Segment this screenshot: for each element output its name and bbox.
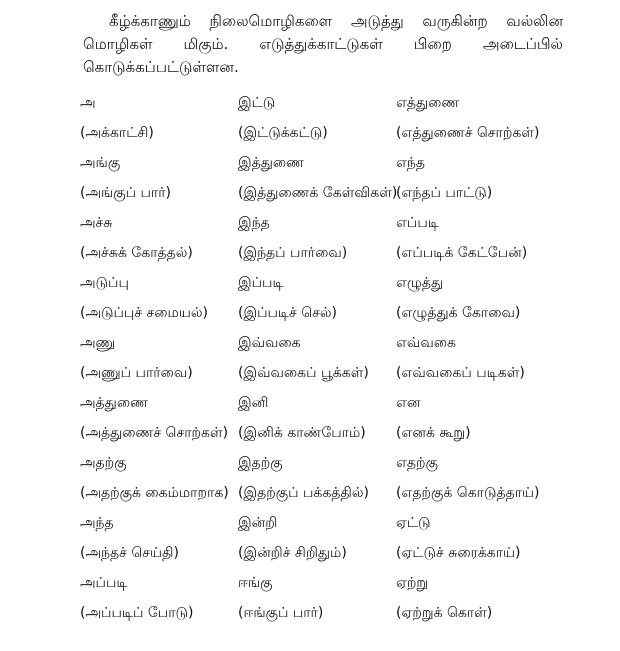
- example-phrase: (எத்துணைச் சொற்கள்): [396, 125, 540, 141]
- word-entry: [396, 148, 580, 208]
- root-word: ஏட்டு: [396, 515, 431, 531]
- word-group: [80, 208, 580, 268]
- example-phrase: (ஈங்குப் பார்): [238, 605, 324, 621]
- word-group: [80, 88, 580, 148]
- root-word: அச்சு: [80, 215, 113, 231]
- example-phrase: (எனக் கூறு): [396, 425, 471, 441]
- root-word: இன்றி: [238, 515, 278, 531]
- root-word: அப்படி: [80, 575, 128, 591]
- word-entry: [80, 328, 238, 388]
- example-phrase: (அந்தச் செய்தி): [80, 545, 179, 561]
- root-word: எழுத்து: [396, 275, 444, 291]
- word-entry: [396, 448, 580, 508]
- word-entry: [396, 328, 580, 388]
- word-entry: [238, 328, 396, 388]
- example-phrase: (இட்டுக்கட்டு): [238, 125, 328, 141]
- root-word: அந்த: [80, 515, 114, 531]
- root-word: எந்த: [396, 155, 426, 171]
- word-group: [80, 508, 580, 568]
- word-group: [80, 568, 580, 628]
- root-word: அணு: [80, 335, 116, 351]
- root-word: அடுப்பு: [80, 275, 129, 291]
- example-phrase: (இப்படிச் செல்): [238, 305, 337, 321]
- example-phrase: (அதற்குக் கைம்மாறாக): [80, 485, 229, 501]
- example-phrase: (அங்குப் பார்): [80, 185, 172, 201]
- word-entry: [396, 388, 580, 448]
- word-entry: [80, 148, 238, 208]
- word-entry: [80, 268, 238, 328]
- example-phrase: (எப்படிக் கேட்பேன்): [396, 245, 528, 261]
- word-entry: [80, 88, 238, 148]
- word-entry: [238, 148, 396, 208]
- example-phrase: (அடுப்புச் சமையல்): [80, 305, 208, 321]
- word-group: [80, 388, 580, 448]
- root-word: எவ்வகை: [396, 335, 456, 351]
- word-entry: [396, 508, 580, 568]
- example-phrase: (எதற்குக் கொடுத்தாய்): [396, 485, 540, 501]
- word-entry: [396, 268, 580, 328]
- example-phrase: (இத்துணைக் கேள்விகள்): [238, 185, 398, 201]
- word-group: [80, 148, 580, 208]
- root-word: அத்துணை: [80, 395, 148, 411]
- root-word: அ: [80, 95, 96, 111]
- example-phrase: (இவ்வகைப் பூக்கள்): [238, 365, 369, 381]
- example-phrase: (அக்காட்சி): [80, 125, 154, 141]
- root-word: என: [396, 395, 421, 411]
- example-phrase: (எந்தப் பாட்டு): [396, 185, 493, 201]
- example-phrase: (இதற்குப் பக்கத்தில்): [238, 485, 369, 501]
- word-entry: [238, 568, 396, 628]
- root-word: அதற்கு: [80, 455, 127, 471]
- word-entry: [238, 208, 396, 268]
- word-entry: [80, 448, 238, 508]
- word-entry: [396, 208, 580, 268]
- intro-paragraph: கீழ்க்காணும் நிலைமொழிகளை அடுத்து வருகின்ற வல்லின மொழிகள் மிகும். எடுத்துக்காட்டுகள் பிறை அடைப்பில் கொடுக்கப்பட்டுள்ளன.: [83, 12, 563, 76]
- example-phrase: (அச்சுக் கோத்தல்): [80, 245, 193, 261]
- example-phrase: (இனிக் காண்போம்): [238, 425, 366, 441]
- word-entry: [238, 268, 396, 328]
- word-group: [80, 328, 580, 388]
- word-entry: [238, 508, 396, 568]
- example-phrase: (அத்துணைச் சொற்கள்): [80, 425, 229, 441]
- word-entry: [238, 88, 396, 148]
- root-word: அங்கு: [80, 155, 121, 171]
- root-word: இவ்வகை: [238, 335, 301, 351]
- root-word: எத்துணை: [396, 95, 460, 111]
- root-word: இட்டு: [238, 95, 276, 111]
- word-entry: [396, 88, 580, 148]
- root-word: இதற்கு: [238, 455, 283, 471]
- word-group: [80, 268, 580, 328]
- example-phrase: (அப்படிப் போடு): [80, 605, 194, 621]
- root-word: இத்துணை: [238, 155, 304, 171]
- root-word: எப்படி: [396, 215, 439, 231]
- root-word: இப்படி: [238, 275, 284, 291]
- word-entry: [80, 568, 238, 628]
- example-phrase: (அணுப் பார்வை): [80, 365, 193, 381]
- word-entry: [80, 388, 238, 448]
- example-phrase: (ஏட்டுச் சுரைக்காய்): [396, 545, 521, 561]
- word-entry: [396, 568, 580, 628]
- root-word: இனி: [238, 395, 269, 411]
- word-entry: [80, 508, 238, 568]
- example-phrase: (ஏற்றுக் கொள்): [396, 605, 493, 621]
- root-word: ஏற்று: [396, 575, 429, 591]
- example-phrase: (இன்றிச் சிறிதும்): [238, 545, 347, 561]
- root-word: எதற்கு: [396, 455, 438, 471]
- root-word: இந்த: [238, 215, 270, 231]
- example-phrase: (எவ்வகைப் படிகள்): [396, 365, 525, 381]
- root-word: ஈங்கு: [238, 575, 273, 591]
- word-entry: [238, 388, 396, 448]
- word-entry: [238, 448, 396, 508]
- example-phrase: (எழுத்துக் கோவை): [396, 305, 521, 321]
- word-entry: [80, 208, 238, 268]
- word-group: [80, 448, 580, 508]
- word-example-grid: [80, 88, 580, 628]
- example-phrase: (இந்தப் பார்வை): [238, 245, 348, 261]
